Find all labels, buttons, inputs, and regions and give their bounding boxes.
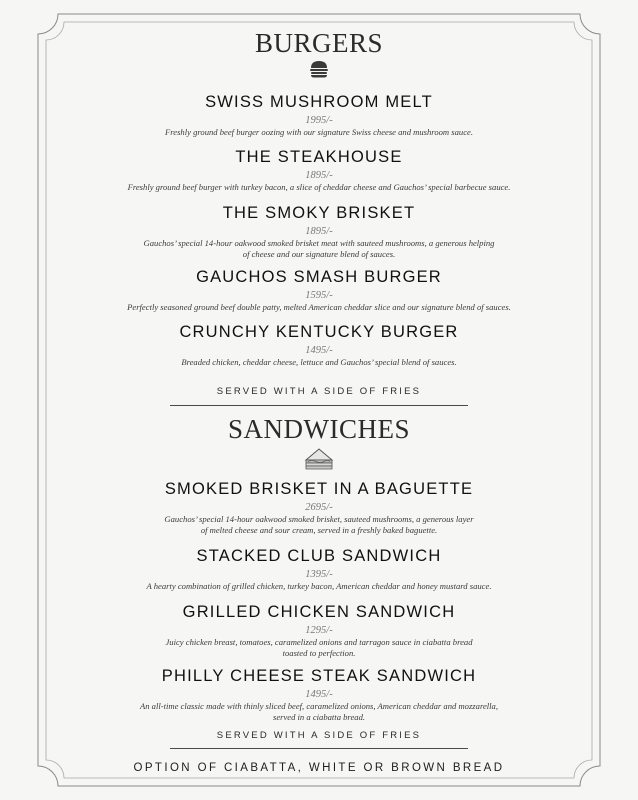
sandwiches-side-note: SERVED WITH A SIDE OF FRIES	[216, 730, 422, 741]
menu-item-the-smoky-brisket	[0, 203, 638, 260]
item-description: Juicy chicken breast, tomatoes, caramelized onions and tarragon sauce in ciabatta bread	[165, 637, 473, 647]
item-description: toasted to perfection.	[282, 648, 356, 658]
item-price: 2695/-	[305, 502, 333, 513]
menu-item-gauchos-smash-burger	[0, 267, 638, 313]
item-description: of cheese and our signature blend of sauces.	[242, 249, 396, 259]
item-description: served in a ciabatta bread.	[272, 712, 366, 722]
item-name: STACKED CLUB SANDWICH	[196, 547, 442, 565]
menu-item-grilled-chicken-sandwich	[0, 602, 638, 659]
item-name: GRILLED CHICKEN SANDWICH	[182, 603, 456, 621]
bread-option-footer: OPTION OF CIABATTA, WHITE OR BROWN BREAD	[133, 762, 505, 774]
item-name: SMOKED BRISKET IN A BAGUETTE	[164, 480, 474, 498]
item-description: Gauchos’ special 14-hour oakwood smoked brisket meat with sauteed mushrooms, a generous helping	[143, 238, 495, 248]
sandwich-icon	[303, 446, 335, 472]
item-price: 1295/-	[305, 625, 333, 636]
item-price: 1995/-	[305, 115, 333, 126]
item-description: Breaded chicken, cheddar cheese, lettuce and Gauchos’ special blend of sauces.	[181, 357, 457, 367]
item-name: CRUNCHY KENTUCKY BURGER	[179, 323, 459, 341]
section-divider	[170, 748, 468, 749]
item-name: GAUCHOS SMASH BURGER	[196, 268, 442, 286]
section-divider	[170, 405, 468, 406]
sandwiches-title: SANDWICHES	[227, 414, 410, 444]
burger-icon	[309, 60, 329, 78]
item-name: PHILLY CHEESE STEAK SANDWICH	[161, 667, 477, 685]
item-price: 1895/-	[305, 226, 333, 237]
item-description: A hearty combination of grilled chicken, turkey bacon, American cheddar and honey mustard sauce.	[146, 581, 492, 591]
menu-item-philly-cheese-steak	[0, 666, 638, 723]
item-price: 1395/-	[305, 569, 333, 580]
item-description: Freshly ground beef burger oozing with our signature Swiss cheese and mushroom sauce.	[165, 127, 473, 137]
item-description: of melted cheese and sour cream, served in a freshly baked baguette.	[200, 525, 438, 535]
menu-item-crunchy-kentucky-burger	[0, 322, 638, 368]
item-description: Perfectly seasoned ground beef double patty, melted American cheddar slice and our signature blend of sauces.	[127, 302, 511, 312]
item-price: 1895/-	[305, 170, 333, 181]
item-description: An all-time classic made with thinly sliced beef, caramelized onions, American cheddar and mozzarella,	[139, 701, 499, 711]
item-name: THE SMOKY BRISKET	[222, 204, 416, 222]
item-price: 1495/-	[305, 689, 333, 700]
menu-item-swiss-mushroom-melt	[0, 92, 638, 138]
burgers-side-note: SERVED WITH A SIDE OF FRIES	[216, 386, 422, 397]
item-name: THE STEAKHOUSE	[235, 148, 403, 166]
item-name: SWISS MUSHROOM MELT	[205, 93, 433, 111]
item-price: 1495/-	[305, 345, 333, 356]
burgers-title: BURGERS	[254, 28, 384, 58]
menu-item-stacked-club-sandwich	[0, 546, 638, 592]
item-price: 1595/-	[305, 290, 333, 301]
item-description: Freshly ground beef burger with turkey bacon, a slice of cheddar cheese and Gauchos’ special barbecue sauce.	[127, 182, 511, 192]
menu-item-the-steakhouse	[0, 147, 638, 193]
menu-item-smoked-brisket-baguette	[0, 479, 638, 536]
item-description: Gauchos’ special 14-hour oakwood smoked brisket, sauteed mushrooms, a generous layer	[164, 514, 474, 524]
